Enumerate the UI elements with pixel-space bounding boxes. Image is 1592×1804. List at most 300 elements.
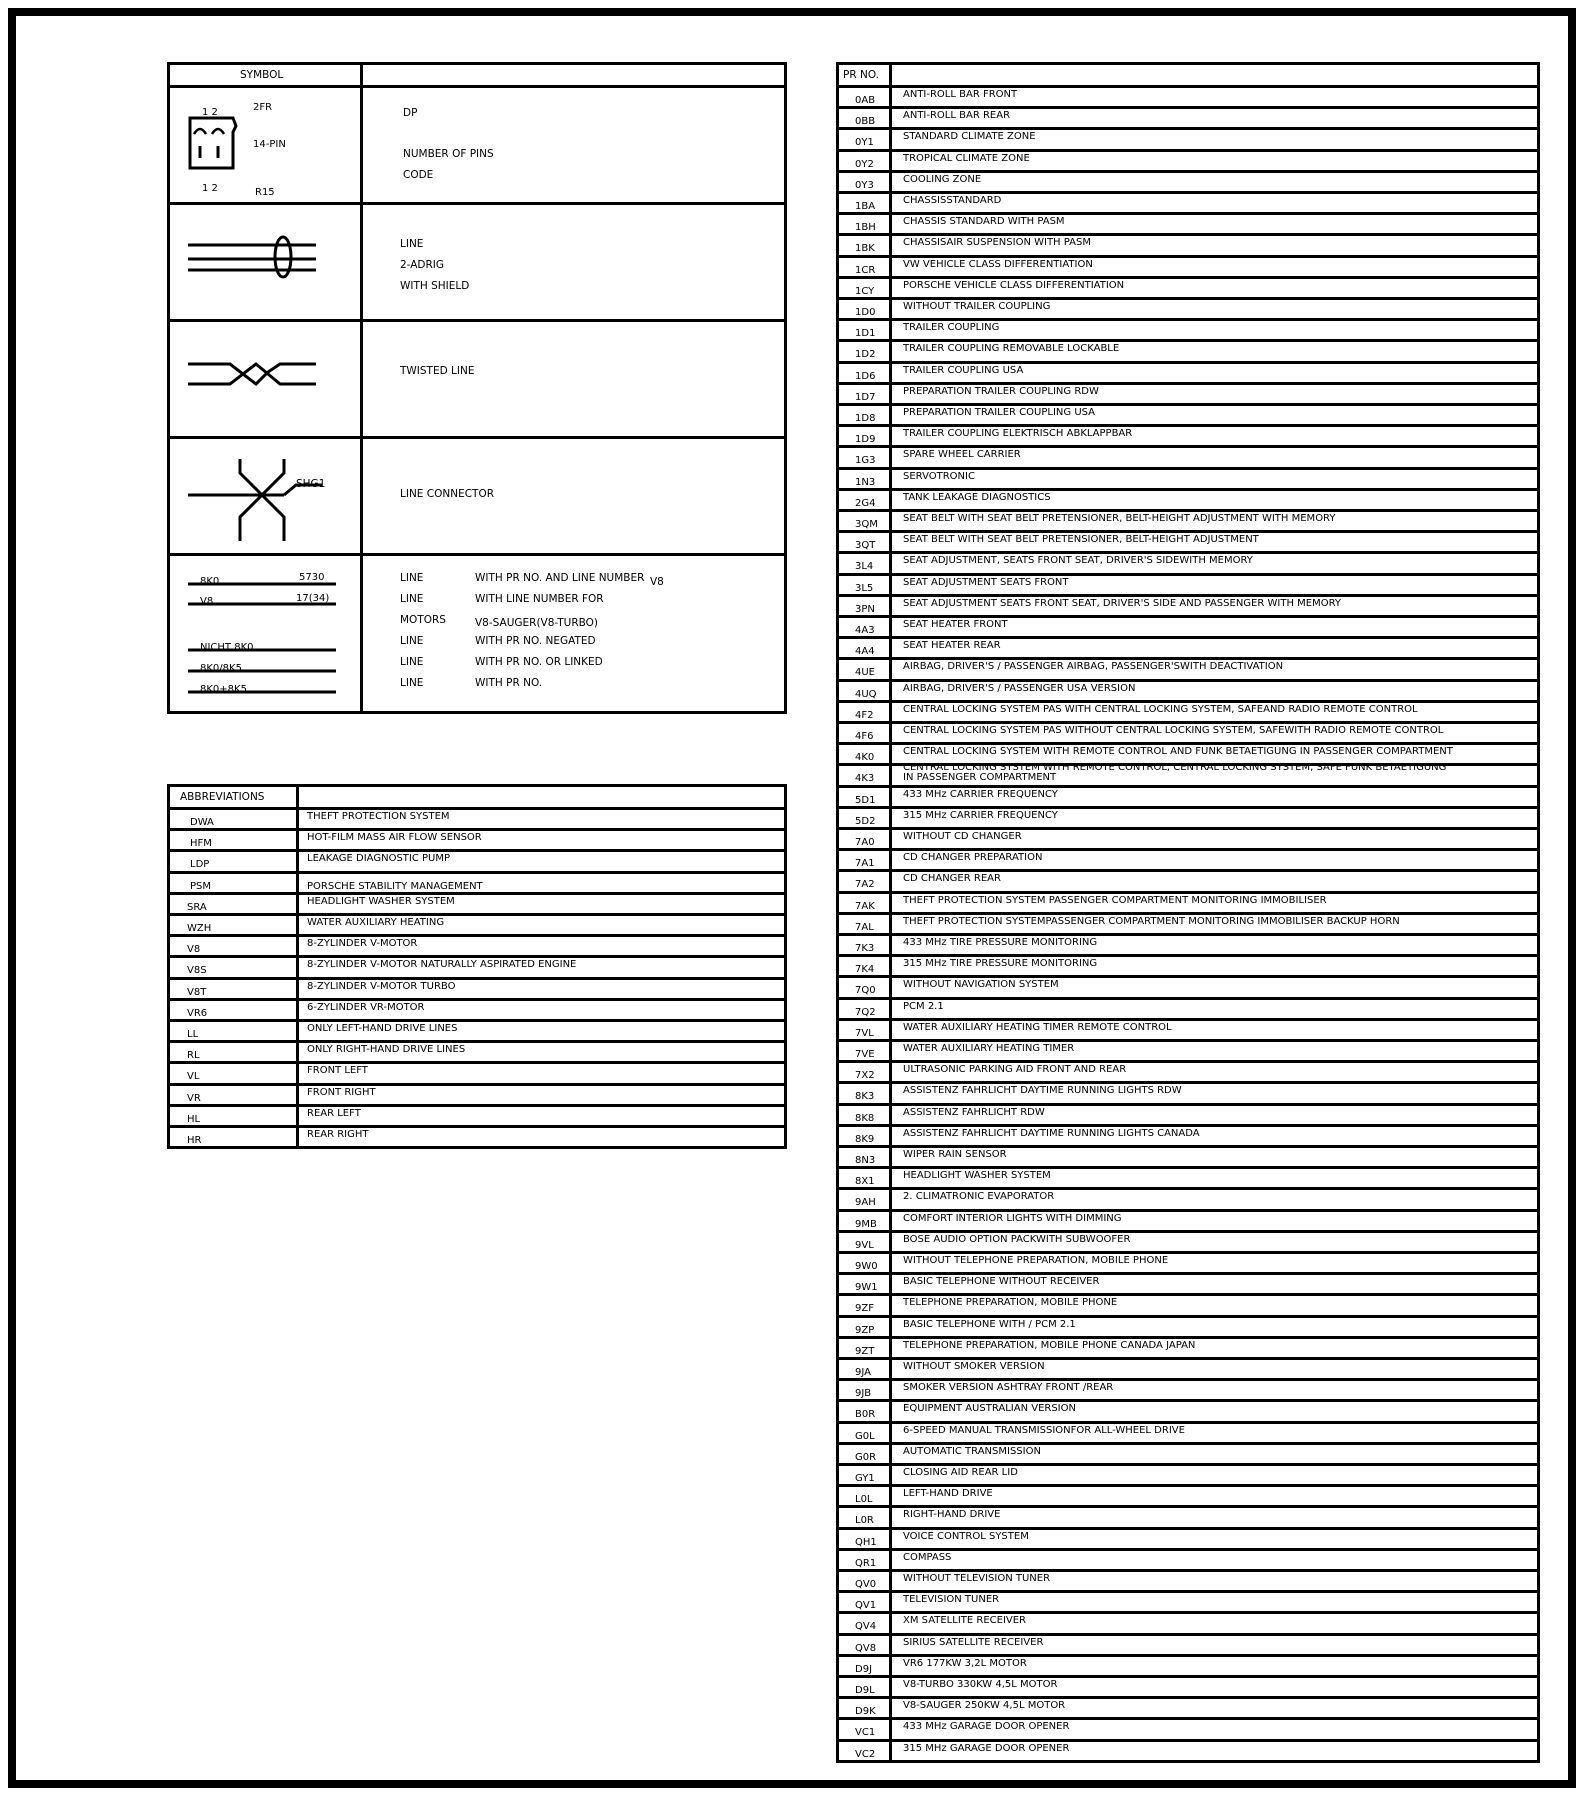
pr-description: CHASSISAIR SUSPENSION WITH PASM: [903, 237, 1091, 249]
pr-code: 9W0: [855, 1261, 878, 1272]
pr-line-label-8k0: 8K0: [200, 576, 220, 587]
abbreviation-meaning: HEADLIGHT WASHER SYSTEM: [307, 895, 455, 907]
pr-row: [839, 1293, 1537, 1314]
pr-desc2-3: WITH PR NO. NEGATED: [475, 635, 596, 647]
pr-code: 9VL: [855, 1239, 874, 1251]
abbreviation-code: SRA: [187, 901, 207, 913]
abbreviation-code: HR: [187, 1135, 202, 1146]
pr-code: D9L: [855, 1685, 875, 1696]
abbreviations-header: ABBREVIATIONS: [180, 791, 265, 803]
pr-description: CLOSING AID REAR LID: [903, 1467, 1018, 1478]
pr-code: QV4: [855, 1621, 877, 1633]
pr-desc1-2: MOTORS: [400, 614, 446, 626]
pr-description: TELEPHONE PREPARATION, MOBILE PHONE: [903, 1297, 1118, 1309]
pr-code: 5D2: [855, 815, 876, 827]
pr-code: 8K8: [855, 1112, 875, 1124]
abbreviation-row: [170, 849, 784, 870]
pr-row: [839, 1209, 1537, 1230]
pr-description: COMPASS: [903, 1551, 952, 1563]
shield-desc-line: LINE: [400, 238, 424, 250]
pr-description: PREPARATION TRAILER COUPLING USA: [903, 407, 1096, 418]
pr-row: [839, 742, 1537, 763]
pr-code: 9ZT: [855, 1345, 875, 1357]
pr-row: [839, 1633, 1537, 1654]
line-connector-desc: LINE CONNECTOR: [400, 488, 495, 500]
shield-desc-adrig: 2-ADRIG: [400, 259, 445, 271]
pr-code: 7Q2: [855, 1006, 876, 1018]
pr-description: ULTRASONIC PARKING AID FRONT AND REAR: [903, 1064, 1127, 1076]
pr-row: [839, 1272, 1537, 1293]
pr-code: 1BA: [855, 201, 876, 212]
pr-line-label-and: 8K0+8K5: [200, 684, 247, 695]
pr-code: 8K3: [855, 1091, 875, 1103]
pr-description: 433 MHz GARAGE DOOR OPENER: [903, 1721, 1070, 1733]
abbreviation-meaning: PORSCHE STABILITY MANAGEMENT: [307, 880, 483, 892]
abbreviation-row: [170, 1019, 784, 1040]
abbreviation-code: VR6: [187, 1007, 208, 1019]
pr-desc2-4: WITH PR NO. OR LINKED: [475, 656, 603, 668]
pr-line-label-or: 8K0/8K5: [200, 663, 242, 674]
pr-desc2-1: WITH LINE NUMBER FOR: [475, 593, 604, 605]
pr-row: [839, 1378, 1537, 1399]
pr-code: 4A3: [855, 625, 875, 636]
pr-row: [839, 806, 1537, 827]
pr-description: ASSISTENZ FAHRLICHT DAYTIME RUNNING LIGHTS CANADA: [903, 1127, 1200, 1139]
pr-code: QH1: [855, 1536, 877, 1548]
pr-row: [839, 361, 1537, 382]
pr-desc-v8-note: V8: [650, 576, 664, 588]
abbreviation-row: [170, 913, 784, 934]
pr-description: WIPER RAIN SENSOR: [903, 1149, 1007, 1160]
pr-description: SIRIUS SATELLITE RECEIVER: [903, 1636, 1044, 1648]
pr-description: 315 MHz GARAGE DOOR OPENER: [903, 1742, 1070, 1754]
pr-row: [839, 1590, 1537, 1611]
pr-row: [839, 573, 1537, 594]
pr-code: 7AL: [855, 921, 874, 933]
abbreviation-code: LL: [187, 1029, 199, 1040]
pr-description: BOSE AUDIO OPTION PACKWITH SUBWOOFER: [903, 1233, 1131, 1245]
shielded-line-icon: [188, 235, 328, 295]
pr-row: [839, 424, 1537, 445]
abbreviation-meaning: 8-ZYLINDER V-MOTOR NATURALLY ASPIRATED ENGINE: [307, 959, 577, 971]
pr-code: 1D7: [855, 391, 876, 403]
pr-code: 7VL: [855, 1027, 874, 1039]
pr-code: 1D9: [855, 434, 876, 446]
pr-description: COMFORT INTERIOR LIGHTS WITH DIMMING: [903, 1212, 1122, 1224]
abbreviation-code: HFM: [190, 838, 212, 850]
abbreviation-row: [170, 1125, 784, 1146]
abbreviation-code: PSM: [190, 880, 212, 892]
pr-description: SMOKER VERSION ASHTRAY FRONT /REAR: [903, 1382, 1114, 1394]
pr-description: AIRBAG, DRIVER'S / PASSENGER USA VERSION: [903, 682, 1136, 694]
abbreviation-code: LDP: [190, 859, 210, 871]
abbreviation-row: [170, 1061, 784, 1082]
pr-code: 9MB: [855, 1218, 877, 1230]
pr-desc1-4: LINE: [400, 656, 424, 668]
pr-description: 2. CLIMATRONIC EVAPORATOR: [903, 1191, 1055, 1203]
pr-code: 0Y2: [855, 158, 874, 170]
abbreviation-row: [170, 828, 784, 849]
pr-description: WITHOUT CD CHANGER: [903, 831, 1022, 842]
pr-row: [839, 1421, 1537, 1442]
pr-code: 0AB: [855, 95, 876, 106]
pr-row: [839, 721, 1537, 742]
abbreviation-meaning: 6-ZYLINDER VR-MOTOR: [307, 1001, 425, 1013]
pr-description: STANDARD CLIMATE ZONE: [903, 131, 1036, 143]
pr-code: 8X1: [855, 1176, 875, 1188]
pr-code: VC1: [855, 1727, 876, 1739]
pr-code: 7VE: [855, 1049, 875, 1060]
pr-description: SEAT ADJUSTMENT SEATS FRONT SEAT, DRIVER'S SIDE AND PASSENGER WITH MEMORY: [903, 597, 1341, 609]
pr-row: [839, 85, 1537, 106]
pr-row: [839, 1039, 1537, 1060]
pr-row: [839, 551, 1537, 572]
pr-row: [839, 785, 1537, 806]
pr-description: WITHOUT SMOKER VERSION: [903, 1361, 1045, 1372]
connector-code-2fr: 2FR: [253, 102, 273, 113]
abbreviation-row: [170, 871, 784, 892]
pr-description: SPARE WHEEL CARRIER: [903, 449, 1021, 461]
pr-description: WATER AUXILIARY HEATING TIMER: [903, 1043, 1075, 1054]
pr-code: 2G4: [855, 497, 876, 509]
pr-row: [839, 530, 1537, 551]
pr-row: [839, 636, 1537, 657]
pr-code: 9ZP: [855, 1324, 875, 1336]
pr-description: SEAT HEATER REAR: [903, 640, 1001, 652]
pr-code: 1CR: [855, 264, 876, 276]
pr-description: TRAILER COUPLING USA: [903, 364, 1024, 376]
pr-row: [839, 339, 1537, 360]
symbol-row-line-connector: [170, 436, 784, 553]
pr-row: [839, 1081, 1537, 1102]
pr-code: 9JA: [855, 1367, 871, 1378]
connector-code-14pin: 14-PIN: [253, 139, 286, 150]
abbreviation-row: [170, 934, 784, 955]
pr-code: G0R: [855, 1451, 877, 1463]
pr-code: L0L: [855, 1494, 873, 1506]
pr-description: 315 MHz TIRE PRESSURE MONITORING: [903, 958, 1098, 970]
pr-description: SEAT BELT WITH SEAT BELT PRETENSIONER, BELT-HEIGHT ADJUSTMENT WITH MEMORY: [903, 513, 1336, 524]
abbreviation-row: [170, 955, 784, 976]
abbreviation-meaning: REAR LEFT: [307, 1107, 361, 1119]
shield-desc-with: WITH SHIELD: [400, 280, 470, 292]
pr-code: 5D1: [855, 794, 876, 806]
pr-description: CD CHANGER PREPARATION: [903, 852, 1043, 864]
pr-line-label-nicht: NICHT 8K0: [200, 642, 254, 653]
pr-row: [839, 297, 1537, 318]
pr-code: G0L: [855, 1430, 875, 1442]
pr-row: [839, 912, 1537, 933]
pr-code: QV0: [855, 1579, 877, 1590]
pr-code: 3QT: [855, 540, 876, 552]
pr-description: TANK LEAKAGE DIAGNOSTICS: [903, 491, 1051, 503]
pr-description: COOLING ZONE: [903, 173, 982, 185]
pr-code: 1D8: [855, 413, 876, 424]
pr-description-continuation: IN PASSENGER COMPARTMENT: [903, 772, 1057, 784]
pr-desc1-3: LINE: [400, 635, 424, 647]
pr-code: 4K0: [855, 752, 875, 764]
connector-desc-code: CODE: [403, 169, 434, 181]
pr-description: TROPICAL CLIMATE ZONE: [903, 152, 1030, 164]
pr-row: [839, 1739, 1537, 1760]
abbreviation-code: RL: [187, 1050, 200, 1062]
pr-code: 7A1: [855, 858, 875, 870]
pr-row: [839, 127, 1537, 148]
pr-description: CENTRAL LOCKING SYSTEM PAS WITHOUT CENTRAL LOCKING SYSTEM, SAFEWITH RADIO REMOTE CONTROL: [903, 725, 1444, 736]
twisted-desc: TWISTED LINE: [400, 365, 475, 377]
pr-row: [839, 1251, 1537, 1272]
pr-description: WITHOUT TELEPHONE PREPARATION, MOBILE PHONE: [903, 1255, 1169, 1266]
pr-row: [839, 509, 1537, 530]
pr-row: [839, 997, 1537, 1018]
pr-row: [839, 1463, 1537, 1484]
pr-description: RIGHT-HAND DRIVE: [903, 1509, 1001, 1521]
pr-code: 4UE: [855, 667, 875, 679]
pr-row: [839, 382, 1537, 403]
pr-description: 6-SPEED MANUAL TRANSMISSIONFOR ALL-WHEEL DRIVE: [903, 1424, 1185, 1436]
pr-row: [839, 1527, 1537, 1548]
pr-row: [839, 1696, 1537, 1717]
pr-row: [839, 170, 1537, 191]
pr-description: VW VEHICLE CLASS DIFFERENTIATION: [903, 258, 1093, 270]
pr-code: L0R: [855, 1515, 874, 1527]
pr-row: [839, 1654, 1537, 1675]
pr-description: SEAT BELT WITH SEAT BELT PRETENSIONER, BELT-HEIGHT ADJUSTMENT: [903, 534, 1259, 546]
connector-desc-dp: DP: [403, 107, 418, 119]
line-connector-label: SHG1: [296, 478, 326, 490]
pr-code: 3L4: [855, 561, 874, 573]
abbreviation-row: [170, 807, 784, 828]
pr-row: [839, 1357, 1537, 1378]
pr-row: [839, 445, 1537, 466]
pr-row: [839, 827, 1537, 848]
pr-code: QV8: [855, 1642, 877, 1654]
pr-description: WITHOUT TRAILER COUPLING: [903, 301, 1051, 312]
pr-description: THEFT PROTECTION SYSTEM PASSENGER COMPARTMENT MONITORING IMMOBILISER: [903, 894, 1327, 906]
connector-code-r15: R15: [255, 187, 275, 198]
pr-description: ANTI-ROLL BAR FRONT: [903, 89, 1018, 100]
pr-row: [839, 891, 1537, 912]
abbreviation-row: [170, 1083, 784, 1104]
pr-desc2-0: WITH PR NO. AND LINE NUMBER: [475, 572, 645, 584]
pr-description: 433 MHz CARRIER FREQUENCY: [903, 788, 1058, 800]
line-connector-icon: [188, 457, 348, 547]
symbol-header: SYMBOL: [240, 69, 284, 81]
abbreviation-code: V8T: [187, 986, 207, 998]
abbreviation-code: V8: [187, 944, 201, 956]
pr-line-label-v8: V8: [200, 596, 214, 607]
pr-description: 433 MHz TIRE PRESSURE MONITORING: [903, 937, 1098, 948]
pr-code: 3PN: [855, 603, 875, 615]
pr-row: [839, 1717, 1537, 1738]
pr-description: TELEPHONE PREPARATION, MOBILE PHONE CANADA JAPAN: [903, 1339, 1196, 1351]
pr-code: 3QM: [855, 519, 878, 530]
abbreviation-meaning: REAR RIGHT: [307, 1129, 369, 1140]
abbreviation-meaning: ONLY RIGHT-HAND DRIVE LINES: [307, 1044, 466, 1056]
pr-code: 1D1: [855, 328, 876, 340]
abbreviation-code: HL: [187, 1113, 201, 1125]
pr-description: CHASSISSTANDARD: [903, 195, 1002, 206]
pr-description: SEAT ADJUSTMENT SEATS FRONT: [903, 576, 1069, 588]
abbreviation-code: WZH: [187, 923, 212, 934]
symbol-row-twisted: [170, 319, 784, 436]
pr-description: WATER AUXILIARY HEATING TIMER REMOTE CONTROL: [903, 1021, 1172, 1033]
pr-code: 0Y3: [855, 179, 874, 191]
abbreviation-meaning: HOT-FILM MASS AIR FLOW SENSOR: [307, 832, 482, 844]
pr-code: 1G3: [855, 455, 876, 467]
pr-row: [839, 403, 1537, 424]
pr-line-number-17: 17(34): [296, 593, 330, 604]
pr-row: [839, 615, 1537, 636]
pr-description: ANTI-ROLL BAR REAR: [903, 110, 1011, 122]
pr-description: SEAT HEATER FRONT: [903, 619, 1008, 630]
pr-row: [839, 1484, 1537, 1505]
pr-desc1-5: LINE: [400, 677, 424, 689]
pr-description: HEADLIGHT WASHER SYSTEM: [903, 1170, 1051, 1182]
pr-code: 7X2: [855, 1070, 875, 1082]
pr-row: [839, 1569, 1537, 1590]
pr-code: D9J: [855, 1663, 873, 1675]
pr-description: VR6 177KW 3,2L MOTOR: [903, 1657, 1027, 1669]
abbreviation-code: VR: [187, 1092, 201, 1104]
connector-icon: [188, 112, 248, 182]
pr-desc1-0: LINE: [400, 572, 424, 584]
pr-code: 7A0: [855, 837, 875, 848]
pr-description: V8-SAUGER 250KW 4,5L MOTOR: [903, 1700, 1066, 1712]
pr-row: [839, 1230, 1537, 1251]
pr-row: [839, 488, 1537, 509]
pr-number-table: [836, 62, 1540, 1763]
abbreviation-meaning: THEFT PROTECTION SYSTEM: [307, 811, 450, 822]
pr-description: PORSCHE VEHICLE CLASS DIFFERENTIATION: [903, 279, 1125, 291]
pr-row: [839, 1611, 1537, 1632]
pr-code: 7A2: [855, 879, 875, 891]
pr-row: [839, 467, 1537, 488]
pr-row: [839, 1103, 1537, 1124]
pr-description: TRAILER COUPLING ELEKTRISCH ABKLAPPBAR: [903, 428, 1133, 440]
abbreviation-meaning: FRONT LEFT: [307, 1065, 368, 1077]
pr-row: [839, 1442, 1537, 1463]
pr-description: TELEVISION TUNER: [903, 1594, 1000, 1606]
pr-row: [839, 975, 1537, 996]
symbol-row-shield: [170, 202, 784, 319]
pr-row: [839, 869, 1537, 890]
pr-description: WITHOUT NAVIGATION SYSTEM: [903, 979, 1059, 991]
pr-description: VOICE CONTROL SYSTEM: [903, 1530, 1029, 1542]
pr-desc1-1: LINE: [400, 593, 424, 605]
pr-code: 7K4: [855, 964, 875, 976]
pr-code: 1BH: [855, 222, 876, 234]
pr-row: [839, 1124, 1537, 1145]
abbreviation-code: DWA: [190, 817, 214, 828]
pr-code: VC2: [855, 1748, 876, 1760]
pr-code: 7Q0: [855, 985, 876, 997]
pr-code: 9AH: [855, 1197, 876, 1209]
abbreviation-meaning: WATER AUXILIARY HEATING: [307, 917, 445, 928]
pr-row: [839, 594, 1537, 615]
pr-row: [839, 1145, 1537, 1166]
pr-row: [839, 1336, 1537, 1357]
abbreviation-meaning: ONLY LEFT-HAND DRIVE LINES: [307, 1023, 458, 1034]
pr-row: [839, 1505, 1537, 1526]
pr-description: 315 MHz CARRIER FREQUENCY: [903, 809, 1058, 821]
pr-code: 1N3: [855, 476, 876, 488]
pr-table-header: PR NO.: [843, 69, 879, 81]
pr-row: [839, 318, 1537, 339]
pr-description: CHASSIS STANDARD WITH PASM: [903, 216, 1065, 228]
pr-code: 4F2: [855, 709, 874, 721]
pr-row: [839, 276, 1537, 297]
pr-description: AUTOMATIC TRANSMISSION: [903, 1445, 1041, 1457]
abbreviation-row: [170, 1040, 784, 1061]
pr-row: [839, 954, 1537, 975]
pr-description: SERVOTRONIC: [903, 470, 975, 482]
pr-row: [839, 106, 1537, 127]
pr-row: [839, 700, 1537, 721]
symbol-table: [167, 62, 787, 714]
pr-description: SEAT ADJUSTMENT, SEATS FRONT SEAT, DRIVER'S SIDEWITH MEMORY: [903, 555, 1253, 567]
pr-row: [839, 233, 1537, 254]
pr-code: 4K3: [855, 773, 875, 785]
pr-code: 1BK: [855, 243, 875, 255]
pr-code: 1D0: [855, 307, 876, 318]
pr-description: CENTRAL LOCKING SYSTEM PAS WITH CENTRAL LOCKING SYSTEM, SAFEAND RADIO REMOTE CONTROL: [903, 703, 1418, 715]
pr-code: 1D2: [855, 349, 876, 361]
pr-description: BASIC TELEPHONE WITH / PCM 2.1: [903, 1318, 1076, 1330]
pr-code: 9JB: [855, 1388, 872, 1400]
pr-description: XM SATELLITE RECEIVER: [903, 1615, 1027, 1627]
pr-row: [839, 191, 1537, 212]
abbreviation-meaning: 8-ZYLINDER V-MOTOR TURBO: [307, 980, 456, 992]
pr-code: D9K: [855, 1706, 876, 1718]
connector-desc-pins: NUMBER OF PINS: [403, 148, 494, 160]
pr-description: PREPARATION TRAILER COUPLING RDW: [903, 385, 1099, 397]
abbreviation-meaning: FRONT RIGHT: [307, 1086, 376, 1098]
pr-code: 0Y1: [855, 137, 874, 149]
pr-row: [839, 1187, 1537, 1208]
pr-description: LEFT-HAND DRIVE: [903, 1488, 993, 1500]
pr-code: 7K3: [855, 943, 875, 954]
pr-description: AIRBAG, DRIVER'S / PASSENGER AIRBAG, PASSENGER'SWITH DEACTIVATION: [903, 661, 1284, 673]
abbreviation-code: V8S: [187, 965, 207, 977]
pr-row: [839, 212, 1537, 233]
pr-desc2-5: WITH PR NO.: [475, 677, 543, 689]
pr-description: ASSISTENZ FAHRLICHT RDW: [903, 1106, 1045, 1118]
pr-description: THEFT PROTECTION SYSTEMPASSENGER COMPARTMENT MONITORING IMMOBILISER BACKUP HORN: [903, 915, 1400, 927]
pr-description: WITHOUT TELEVISION TUNER: [903, 1573, 1051, 1584]
pr-row: [839, 149, 1537, 170]
pr-code: 4A4: [855, 646, 875, 658]
abbreviation-row: [170, 1104, 784, 1125]
pr-code: 1CY: [855, 285, 875, 297]
pr-code: 7AK: [855, 900, 875, 912]
pr-code: B0R: [855, 1409, 876, 1421]
pr-code: 8N3: [855, 1155, 876, 1166]
twisted-line-icon: [188, 360, 328, 400]
pr-row: [839, 1399, 1537, 1420]
abbreviation-code: VL: [187, 1071, 200, 1083]
abbreviation-row: [170, 892, 784, 913]
pr-code: 1D6: [855, 370, 876, 382]
pr-code: 4UQ: [855, 688, 877, 700]
pr-description: CD CHANGER REAR: [903, 873, 1001, 885]
pr-row: [839, 848, 1537, 869]
pr-line-number-5730: 5730: [299, 572, 325, 583]
pr-row: [839, 1018, 1537, 1039]
pr-row: [839, 1548, 1537, 1569]
pr-code: 9W1: [855, 1282, 878, 1294]
pr-description: PCM 2.1: [903, 1000, 944, 1012]
